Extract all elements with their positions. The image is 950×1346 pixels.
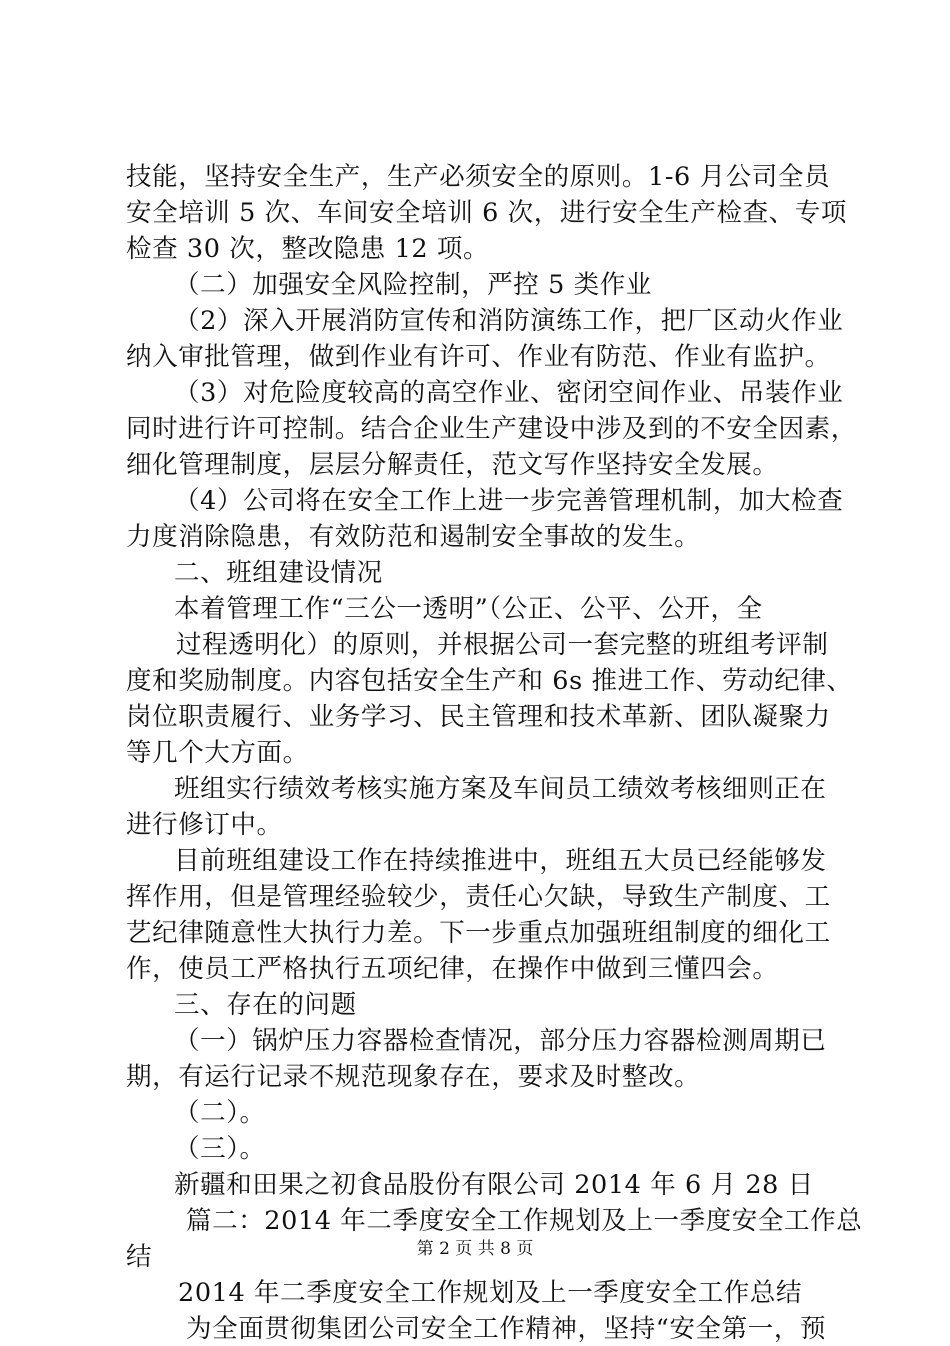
body-line: 为全面贯彻集团公司安全工作精神，坚持“安全第一，预	[186, 1314, 827, 1344]
body-line: （3）对危险度较高的高空作业、密闭空间作业、吊装作业	[174, 378, 844, 408]
body-line: （2）深入开展消防宣传和消防演练工作，把厂区动火作业	[174, 306, 844, 336]
body-line: 细化管理制度，层层分解责任，范文写作坚持安全发展。	[126, 450, 779, 480]
body-line: （4）公司将在安全工作上进一步完善管理机制，加大检查	[174, 486, 844, 516]
body-line: （三）。	[174, 1134, 266, 1164]
body-line: 进行修订中。	[126, 810, 283, 840]
body-line: 技能，坚持安全生产，生产必须安全的原则。1-6 月公司全员	[126, 162, 831, 192]
page-number-footer: 第 2 页 共 8 页	[416, 1239, 534, 1259]
body-line: 安全培训 5 次、车间安全培训 6 次，进行安全生产检查、专项	[126, 198, 847, 228]
article-subtitle: 2014 年二季度安全工作规划及上一季度安全工作总结	[178, 1278, 803, 1308]
article-title: 结	[126, 1242, 153, 1272]
section-heading: （二）加强安全风险控制，严控 5 类作业	[174, 270, 652, 300]
signature-line: 新疆和田果之初食品股份有限公司 2014 年 6 月 28 日	[174, 1170, 814, 1200]
body-line: （二）。	[174, 1098, 266, 1128]
body-line: 纳入审批管理，做到作业有许可、作业有防范、作业有监护。	[126, 342, 831, 372]
body-line: 等几个大方面。	[126, 738, 309, 768]
article-title: 篇二：2014 年二季度安全工作规划及上一季度安全工作总	[186, 1206, 863, 1236]
body-line: 检查 30 次，整改隐患 12 项。	[126, 234, 490, 264]
body-line: 过程透明化）的原则，并根据公司一套完整的班组考评制	[176, 630, 829, 660]
body-line: 同时进行许可控制。结合企业生产建设中涉及到的不安全因素，	[126, 414, 857, 444]
section-heading: 三、存在的问题	[174, 990, 357, 1020]
body-line: 期，有运行记录不规范现象存在，要求及时整改。	[126, 1062, 701, 1092]
body-line: 度和奖励制度。内容包括安全生产和 6s 推进工作、劳动纪律、	[126, 666, 853, 696]
body-line: 目前班组建设工作在持续推进中，班组五大员已经能够发	[174, 846, 827, 876]
body-line: 班组实行绩效考核实施方案及车间员工绩效考核细则正在	[174, 774, 827, 804]
body-line: 挥作用，但是管理经验较少，责任心欠缺，导致生产制度、工	[126, 882, 831, 912]
body-line: 岗位职责履行、业务学习、民主管理和技术革新、团队凝聚力	[126, 702, 831, 732]
body-line: 本着管理工作“三公一透明”（公正、公平、公开，全	[174, 594, 763, 624]
body-line: 作，使员工严格执行五项纪律，在操作中做到三懂四会。	[126, 954, 779, 984]
body-line: （一）锅炉压力容器检查情况，部分压力容器检测周期已	[174, 1026, 827, 1056]
body-line: 力度消除隐患，有效防范和遏制安全事故的发生。	[126, 522, 701, 552]
body-line: 艺纪律随意性大执行力差。下一步重点加强班组制度的细化工	[126, 918, 831, 948]
section-heading: 二、班组建设情况	[174, 558, 383, 588]
